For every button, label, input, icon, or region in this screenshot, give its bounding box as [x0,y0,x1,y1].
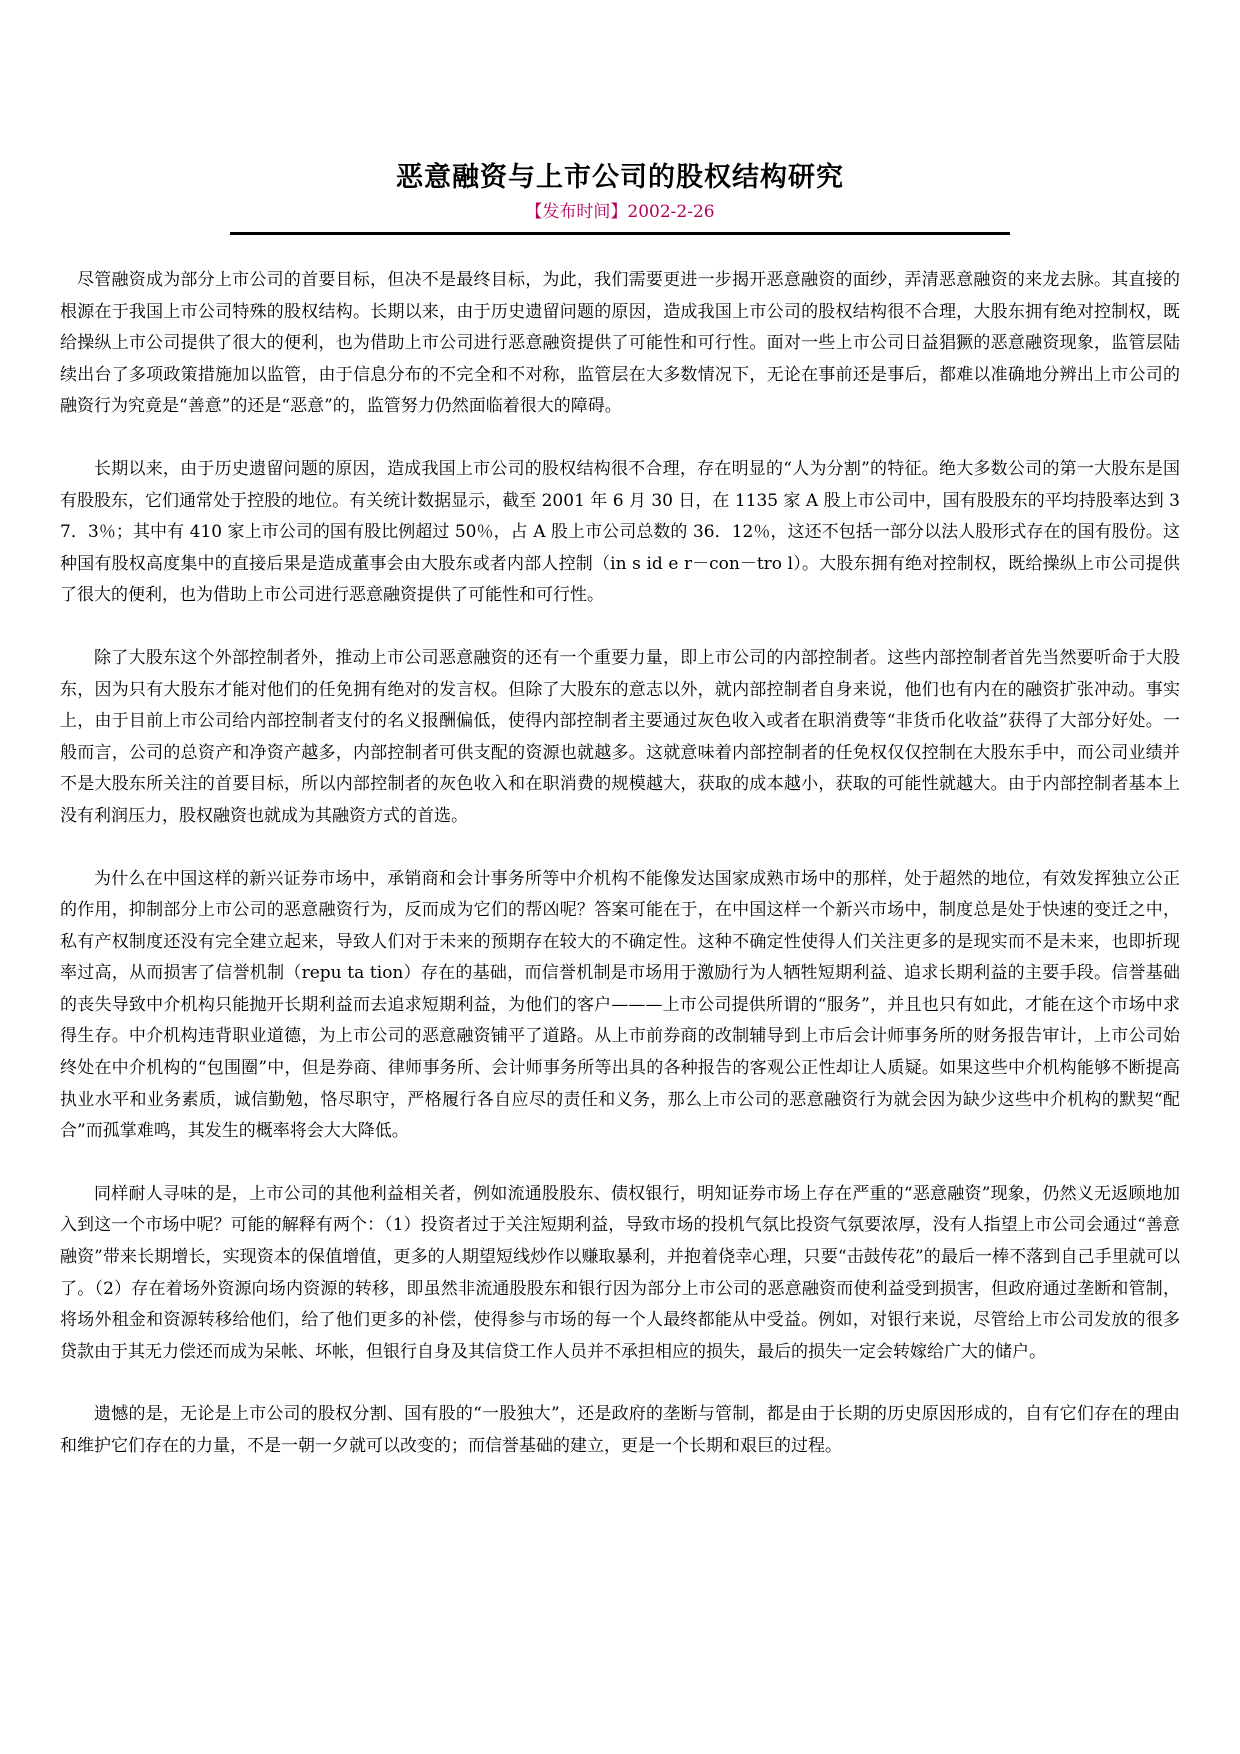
publish-date-line [60,200,1180,224]
title-divider [230,232,1010,235]
publish-date-label: 【发布时间】 [525,202,628,222]
article-paragraph-3: 除了大股东这个外部控制者外，推动上市公司恶意融资的还有一个重要力量，即上市公司的内部控制者。这些内部控制者首先当然要听命于大股东，因为只有大股东才能对他们的任免拥有绝对的发言权。但除了大股东的意志以外，就内部控制者自身来说，他们也有内在的融资扩张冲动。事实上，由于目前上市公司给内部控制者支付的名义报酬偏低，使得内部控制者主要通过灰色收入或者在职消费等“非货币化收益”获得了大部分好处。一般而言，公司的总资产和净资产越多，内部控制者可供支配的资源也就越多。这就意味着内部控制者的任免权仅仅控制在大股东手中，而公司业绩并不是大股东所关注的首要目标，所以内部控制者的灰色收入和在职消费的规模越大，获取的成本越小，获取的可能性就越大。由于内部控制者基本上没有利润压力，股权融资也就成为其融资方式的首选。 [60,647,1180,826]
publish-date-value: 2002-2-26 [627,202,715,222]
article-paragraph-4: 为什么在中国这样的新兴证券市场中，承销商和会计事务所等中介机构不能像发达国家成熟市场中的那样，处于超然的地位，有效发挥独立公正的作用，抑制部分上市公司的恶意融资行为，反而成为它们的帮凶呢？答案可能在于，在中国这样一个新兴市场中，制度总是处于快速的变迁之中，私有产权制度还没有完全建立起来，导致人们对于未来的预期存在较大的不确定性。这种不确定性使得人们关注更多的是现实而不是未来，也即折现率过高，从而损害了信誉机制（repu ta tion）存在的基础，而信誉机制是市场用于激励行为人牺牲短期利益、追求长期利益的主要手段。信誉基础的丧失导致中介机构只能抛开长期利益而去追求短期利益，为他们的客户———上市公司提供所谓的“服务”，并且也只有如此，才能在这个市场中求得生存。中介机构违背职业道德，为上市公司的恶意融资铺平了道路。从上市前券商的改制辅导到上市后会计师事务所的财务报告审计，上市公司始终处在中介机构的“包围圈”中，但是券商、律师事务所、会计师事务所等出具的各种报告的客观公正性却让人质疑。如果这些中介机构能够不断提高执业水平和业务素质，诚信勤勉，恪尽职守，严格履行各自应尽的责任和义务，那么上市公司的恶意融资行为就会因为缺少这些中介机构的默契“配合”而孤掌难鸣，其发生的概率将会大大降低。 [60,868,1180,1142]
document-page [60,160,1180,1494]
article-paragraph-1: 尽管融资成为部分上市公司的首要目标，但决不是最终目标，为此，我们需要更进一步揭开恶意融资的面纱，弄清恶意融资的来龙去脉。其直接的根源在于我国上市公司特殊的股权结构。长期以来，由于历史遗留问题的原因，造成我国上市公司的股权结构很不合理，大股东拥有绝对控制权，既给操纵上市公司提供了很大的便利，也为借助上市公司进行恶意融资提供了可能性和可行性。面对一些上市公司日益猖獗的恶意融资现象，监管层陆续出台了多项政策措施加以监管，由于信息分布的不完全和不对称，监管层在大多数情况下，无论在事前还是事后，都难以准确地分辨出上市公司的融资行为究竟是“善意”的还是“恶意”的，监管努力仍然面临着很大的障碍。 [60,270,1180,417]
article-title: 恶意融资与上市公司的股权结构研究 [396,162,844,193]
article-paragraph-2: 长期以来，由于历史遗留问题的原因，造成我国上市公司的股权结构很不合理，存在明显的“人为分割”的特征。绝大多数公司的第一大股东是国有股股东，它们通常处于控股的地位。有关统计数据显示，截至 2001 年 6 月 30 日，在 1135 家 A 股上市公司中，国有股股东的平均持股率达到 37．3％；其中有 410 家上市公司的国有股比例超过 50％，占 A 股上市公司总数的 36．12％，这还不包括一部分以法人股形式存在的国有股份。这种国有股权高度集中的直接后果是造成董事会由大股东或者内部人控制（in s id e r－con－tro l）。大股东拥有绝对控制权，既给操纵上市公司提供了很大的便利，也为借助上市公司进行恶意融资提供了可能性和可行性。 [60,458,1180,606]
article-body [60,265,1180,1463]
article-paragraph-6: 遗憾的是，无论是上市公司的股权分割、国有股的“一股独大”，还是政府的垄断与管制，都是由于长期的历史原因形成的，自有它们存在的理由和维护它们存在的力量，不是一朝一夕就可以改变的；而信誉基础的建立，更是一个长期和艰巨的过程。 [60,1404,1180,1456]
article-paragraph-5: 同样耐人寻味的是，上市公司的其他利益相关者，例如流通股股东、债权银行，明知证券市场上存在严重的“恶意融资”现象，仍然义无返顾地加入到这一个市场中呢？可能的解释有两个：（1）投资者过于关注短期利益，导致市场的投机气氛比投资气氛要浓厚，没有人指望上市公司会通过“善意融资”带来长期增长，实现资本的保值增值，更多的人期望短线炒作以赚取暴利，并抱着侥幸心理，只要“击鼓传花”的最后一棒不落到自己手里就可以了。（2）存在着场外资源向场内资源的转移，即虽然非流通股股东和银行因为部分上市公司的恶意融资而使利益受到损害，但政府通过垄断和管制，将场外租金和资源转移给他们，给了他们更多的补偿，使得参与市场的每一个人最终都能从中受益。例如，对银行来说，尽管给上市公司发放的很多贷款由于其无力偿还而成为呆帐、坏帐，但银行自身及其信贷工作人员并不承担相应的损失，最后的损失一定会转嫁给广大的储户。 [60,1183,1180,1362]
